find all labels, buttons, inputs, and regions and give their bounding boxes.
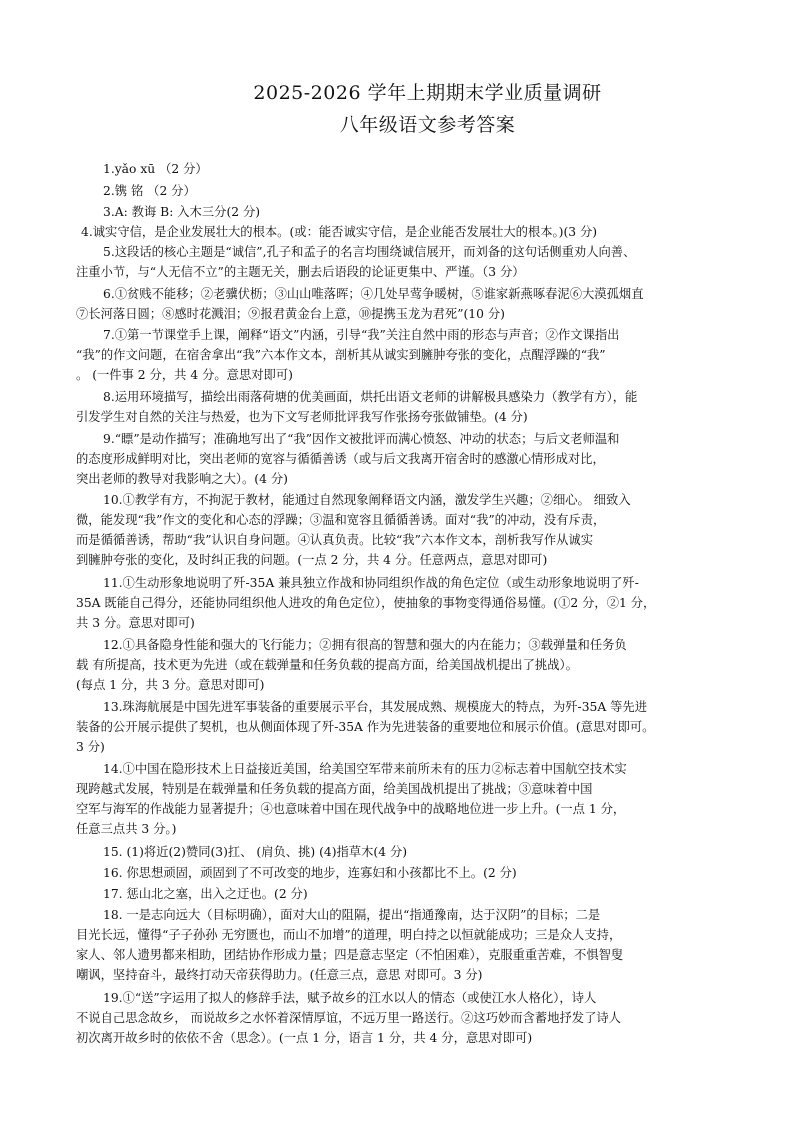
answer-line: (每点 1 分，共 3 分。意思对即可) [76,678,265,692]
answer-line: 载 有所提高，技术更为先进（或在载弹量和任务负载的提高方面，给美国战机提出了挑战）。 [76,658,578,672]
answer-line: 13.珠海航展是中国先进军事装备的重要展示平台，其发展成熟、规模庞大的特点，为歼-35A 等先进 [103,700,648,714]
answer-line: 微，能发现“我”作文的变化和心态的浮躁；③温和宽容且循循善诱。面对“我”的冲动，没有斥责， [76,513,606,527]
answer-line: 装备的公开展示提供了契机，也从侧面体现了歼-35A 作为先进装备的重要地位和展示价值。(意思对即可。 [76,720,655,734]
answer-line: 初次离开故乡时的依依不舍（思念）。(一点 1 分，语言 1 分，共 4 分，意思对即可) [76,1031,533,1045]
answer-line: 引发学生对自然的关注与热爱，也为下文写老师批评我写作张扬夸张做铺垫。(4 分) [76,410,528,424]
answer-line: 目光长远，懂得“子子孙孙 无穷匮也，而山不加增”的道理，明白持之以恒就能成功；三是众人支持， [76,928,622,942]
answer-line: “我”的作文问题，在宿舍拿出“我”六本作文本，剖析其从诚实到臃肿夸张的变化，点醒浮躁的“我” [76,348,606,362]
answer-line: 14.①中国在隐形技术上日益接近美国，给美国空军带来前所未有的压力②标志着中国航空技术实 [103,762,627,776]
document-title: 2025-2026 学年上期期末学业质量调研 [253,82,602,104]
answer-line: 7.①第一节课堂手上课，阐释“语文”内涵，引导“我”关注自然中雨的形态与声音；②作文课指出 [103,328,620,342]
answer-line: 注重小节，与“人无信不立”的主题无关，删去后语段的论证更集中、严谨。（3 分） [76,265,525,279]
answer-line: 10.①教学有方，不拘泥于教材，能通过自然现象阐释语文内涵，激发学生兴趣；②细心。 细致入 [103,493,631,507]
answer-line: 6.①贫贱不能移；②老骥伏枥；③山山唯落晖；④几处早莺争暖树，⑤谁家新燕啄春泥⑥大漠孤烟直 [103,287,644,301]
answer-line: 17. 惩山北之塞，出入之迂也。(2 分) [103,887,308,901]
answer-line: 3 分) [76,740,105,754]
answer-line: ⑦长河落日圆；⑧感时花溅泪；⑨报君黄金台上意，⑩提携玉龙为君死”(10 分) [76,307,505,321]
answer-line: 9.“瞟”是动作描写；准确地写出了“我”因作文被批评而满心愤怒、冲动的状态；与后文老师温和 [103,432,620,446]
answer-line: 的态度形成鲜明对比，突出老师的宽容与循循善诱（或与后文我离开宿舍时的感激心情形成对比， [76,452,605,466]
answer-line: 家人、邻人遗男都来相助，团结协作形成力量；四是意志坚定（不怕困难），克服重重苦难，不惧智叟 [76,948,624,962]
answer-line: 8.运用环境描写，描绘出雨落荷塘的优美画面，烘托出语文老师的讲解极具感染力（教学有方），能 [103,390,638,404]
answer-line: 共 3 分。意思对即可) [76,616,195,630]
answer-line: 11.①生动形象地说明了歼-35A 兼具独立作战和协同组织作战的角色定位（或生动形象地说明了歼- [103,576,639,590]
answer-line: 4.诚实守信，是企业发展壮大的根本。(或：能否诚实守信，是企业能否发展壮大的根本。)(3 分) [81,225,598,239]
answer-line: 5.这段话的核心主题是“诚信”,孔子和孟子的名言均围绕诚信展开，而刘备的这句话侧重劝人向善、 [103,245,636,259]
answer-line: 12.①具备隐身性能和强大的飞行能力；②拥有很高的智慧和强大的内在能力；③载弹量和任务负 [103,638,627,652]
answer-line: 1.yǎo xū （2 分） [103,162,208,176]
answer-line: 16. 你思想顽固，顽固到了不可改变的地步，连寡妇和小孩都比不上。(2 分) [103,866,517,880]
answer-line: 。 (一件事 2 分，共 4 分。意思对即可) [76,368,293,382]
answer-line: 突出老师的教导对我影响之大）。(4 分) [76,472,288,486]
answer-line: 现跨越式发展，特别是在载弹量和任务负载的提高方面，给美国战机提出了挑战；③意味着中国 [76,782,593,796]
answer-line: 空军与海军的作战能力显著提升；④也意味着中国在现代战争中的战略地位进一步上升。(一点 1 分， [76,802,626,816]
answer-line: 2.镌 铭 （2 分） [103,184,196,198]
answer-line: 15. (1)将近(2)赞同(3)扛、 (肩负、挑) (4)指草木(4 分) [103,845,408,859]
answer-line: 18. 一是志向远大（目标明确），面对大山的阻隔，提出“指通豫南，达于汉阴”的目标；二是 [103,908,601,922]
answer-line: 19.①“送”字运用了拟人的修辞手法，赋予故乡的江水以人的情态（或使江水人格化），诗人 [103,991,597,1005]
answer-line: 不说自己思念故乡， 而说故乡之水怀着深情厚谊，不远万里一路送行。②这巧妙而含蓄地抒发了诗人 [76,1011,621,1025]
answer-line: 嘲讽，坚持奋斗，最终打动天帝获得助力。(任意三点，意思 对即可。3 分) [76,968,483,982]
answer-line: 到臃肿夸张的变化，及时纠正我的问题。(一点 2 分，共 4 分。任意两点，意思对即可) [76,553,548,567]
answer-line: 35A 既能自己得分，还能协同组织他人进攻的角色定位），使抽象的事物变得通俗易懂。(①2 分，②1 分， [76,596,656,610]
answer-line: 而是循循善诱，帮助“我”认识自身问题。④认真负责。比较“我”六本作文本，剖析我写作从诚实 [76,533,594,547]
answer-line: 任意三点共 3 分。) [76,822,177,836]
answer-line: 3.A: 教诲 B: 入木三分(2 分) [103,205,261,219]
document-subtitle: 八年级语文参考答案 [339,114,516,136]
